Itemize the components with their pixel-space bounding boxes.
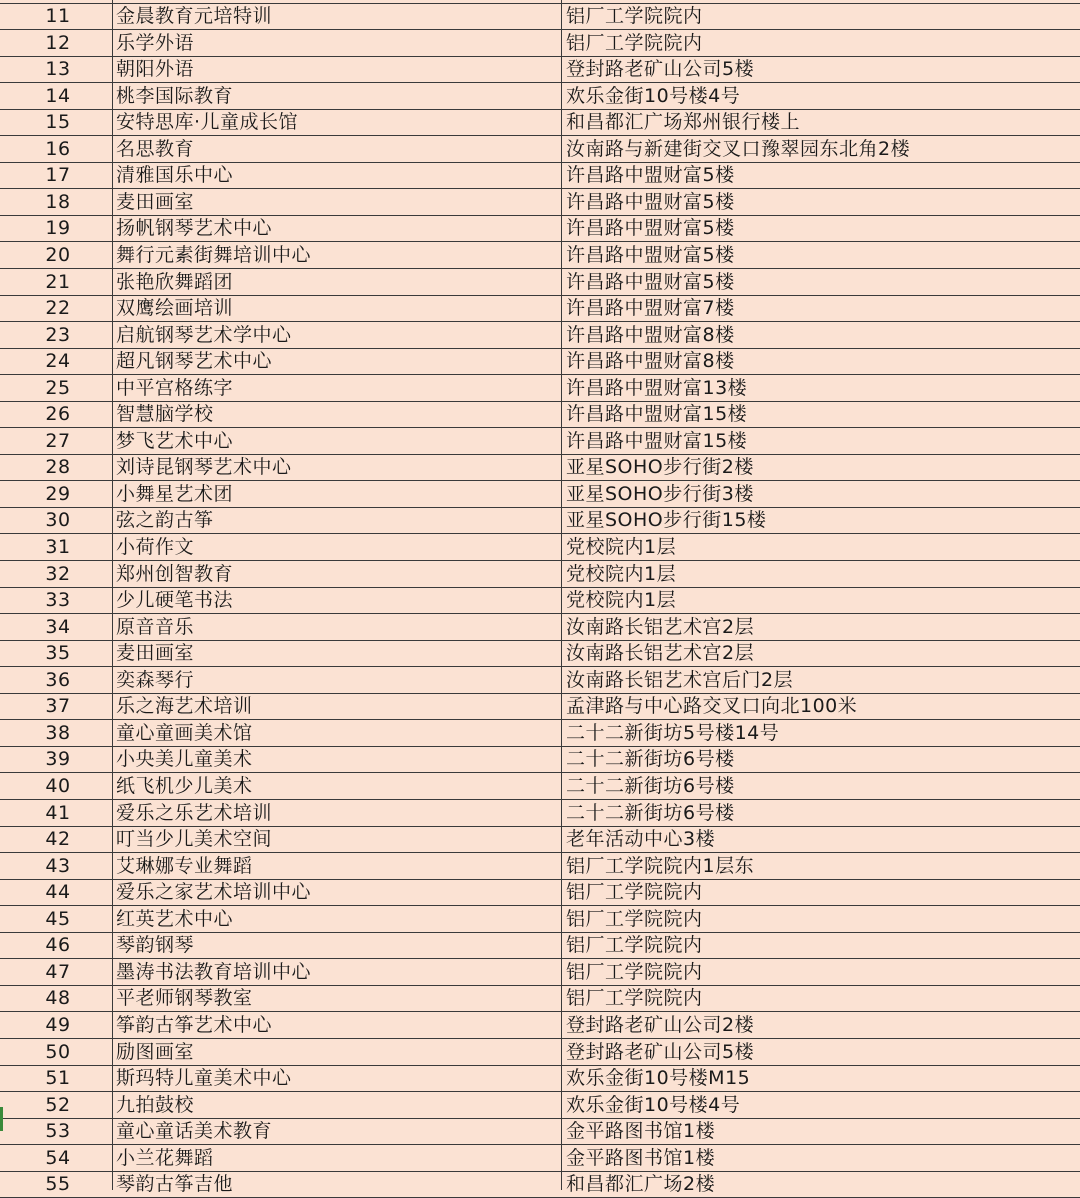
table-row — [0, 402, 1080, 428]
institution-name-cell[interactable]: 斯玛特儿童美术中心 — [116, 1067, 292, 1089]
row-number-cell[interactable]: 55 — [45, 1173, 71, 1196]
institution-name-cell[interactable]: 琴韵钢琴 — [116, 934, 195, 957]
institution-name-cell[interactable]: 小央美儿童美术 — [116, 748, 253, 771]
address-cell[interactable]: 铝厂工学院院内 — [566, 987, 703, 1010]
table-row — [0, 323, 1080, 349]
table-row — [0, 1013, 1080, 1039]
table-row — [0, 429, 1080, 455]
institution-name-cell[interactable]: 启航钢琴艺术学中心 — [116, 323, 292, 346]
row-number-cell[interactable]: 13 — [45, 58, 71, 81]
table-row — [0, 535, 1080, 561]
institution-name-cell[interactable]: 小荷作文 — [116, 536, 195, 558]
institution-name-cell[interactable]: 平老师钢琴教室 — [116, 987, 253, 1010]
table-row — [0, 986, 1080, 1012]
address-cell[interactable]: 孟津路与中心路交叉口向北100米 — [566, 695, 858, 718]
table-row — [0, 801, 1080, 827]
row-number-cell[interactable]: 43 — [45, 854, 71, 877]
address-cell[interactable]: 许昌路中盟财富8楼 — [566, 323, 735, 346]
row-number-cell[interactable]: 39 — [45, 748, 71, 771]
row-number-cell[interactable]: 54 — [45, 1146, 71, 1169]
row-number-cell[interactable]: 31 — [45, 536, 71, 558]
address-cell[interactable]: 亚星SOHO步行街3楼 — [566, 482, 754, 505]
row-number-cell[interactable]: 49 — [45, 1013, 71, 1036]
selected-row-marker — [0, 1107, 3, 1131]
institution-name-cell[interactable]: 张艳欣舞蹈团 — [116, 270, 234, 293]
institution-name-cell[interactable]: 双鹰绘画培训 — [116, 297, 234, 320]
column-divider-number — [112, 0, 113, 1190]
institution-name-cell[interactable]: 九拍鼓校 — [116, 1093, 195, 1116]
table-row — [0, 349, 1080, 375]
row-number-cell[interactable]: 45 — [45, 907, 71, 930]
institution-name-cell[interactable]: 纸飞机少儿美术 — [116, 775, 253, 797]
row-number-cell[interactable]: 48 — [45, 987, 71, 1010]
table-row — [0, 774, 1080, 800]
table-row — [0, 588, 1080, 614]
address-cell[interactable]: 登封路老矿山公司5楼 — [566, 1040, 755, 1063]
address-cell[interactable]: 铝厂工学院院内 — [566, 881, 703, 904]
address-cell[interactable]: 铝厂工学院院内 — [566, 934, 703, 957]
table-row — [0, 1066, 1080, 1092]
address-cell[interactable]: 铝厂工学院院内1层东 — [566, 854, 755, 877]
institution-name-cell[interactable]: 安特思库·儿童成长馆 — [116, 111, 299, 134]
table-row — [0, 747, 1080, 773]
institution-name-cell[interactable]: 朝阳外语 — [116, 58, 195, 81]
table-row — [0, 31, 1080, 57]
address-cell[interactable]: 汝南路长铝艺术宫2层 — [566, 615, 755, 638]
address-cell[interactable]: 许昌路中盟财富5楼 — [566, 217, 735, 240]
row-number-cell[interactable]: 50 — [45, 1040, 71, 1063]
institution-name-cell[interactable]: 超凡钢琴艺术中心 — [116, 350, 273, 373]
institution-name-cell[interactable]: 中平宫格练字 — [116, 376, 234, 399]
table-row — [0, 1172, 1080, 1198]
address-cell[interactable]: 党校院内1层 — [566, 589, 677, 612]
row-number-cell[interactable]: 14 — [45, 84, 71, 107]
row-number-cell[interactable]: 36 — [45, 668, 71, 691]
row-number-cell[interactable]: 32 — [45, 562, 71, 585]
table-row — [0, 854, 1080, 880]
table-row — [0, 270, 1080, 296]
row-number-cell[interactable]: 46 — [45, 934, 71, 957]
row-number-cell[interactable]: 23 — [45, 323, 71, 346]
institution-name-cell[interactable]: 爱乐之家艺术培训中心 — [116, 881, 312, 904]
institution-name-cell[interactable]: 琴韵古筝吉他 — [116, 1173, 234, 1196]
table-row — [0, 1093, 1080, 1119]
institution-name-cell[interactable]: 奕森琴行 — [116, 668, 195, 691]
table-row — [0, 933, 1080, 959]
row-number-cell[interactable]: 38 — [45, 721, 71, 744]
address-cell[interactable]: 汝南路与新建街交叉口豫翠园东北角2楼 — [566, 137, 911, 160]
table-row — [0, 4, 1080, 30]
table-row — [0, 190, 1080, 216]
institution-name-cell[interactable]: 墨涛书法教育培训中心 — [116, 960, 312, 983]
address-cell[interactable]: 许昌路中盟财富8楼 — [566, 350, 735, 373]
address-cell[interactable]: 许昌路中盟财富5楼 — [566, 190, 735, 213]
address-cell[interactable]: 登封路老矿山公司2楼 — [566, 1013, 755, 1036]
table-row — [0, 694, 1080, 720]
address-cell[interactable]: 许昌路中盟财富5楼 — [566, 164, 735, 187]
table-row — [0, 1146, 1080, 1172]
address-cell[interactable]: 汝南路长铝艺术宫2层 — [566, 642, 755, 665]
address-cell[interactable]: 党校院内1层 — [566, 536, 677, 558]
table-row — [0, 880, 1080, 906]
row-number-cell[interactable]: 17 — [45, 164, 71, 187]
table-row — [0, 827, 1080, 853]
address-cell[interactable]: 许昌路中盟财富15楼 — [566, 403, 748, 426]
table-row — [0, 960, 1080, 986]
table-row — [0, 296, 1080, 322]
institution-name-cell[interactable]: 清雅国乐中心 — [116, 164, 234, 187]
institution-name-cell[interactable]: 童心童话美术教育 — [116, 1120, 273, 1143]
address-cell[interactable]: 党校院内1层 — [566, 562, 677, 585]
address-cell[interactable]: 许昌路中盟财富5楼 — [566, 270, 735, 293]
address-cell[interactable]: 铝厂工学院院内 — [566, 31, 703, 54]
row-number-cell[interactable]: 21 — [45, 270, 71, 293]
institution-name-cell[interactable]: 叮当少儿美术空间 — [116, 828, 273, 851]
row-number-cell[interactable]: 35 — [45, 642, 71, 665]
table-row — [0, 615, 1080, 641]
address-cell[interactable]: 金平路图书馆1楼 — [566, 1146, 716, 1169]
row-number-cell[interactable]: 28 — [45, 456, 71, 479]
table-row — [0, 137, 1080, 163]
address-cell[interactable]: 许昌路中盟财富7楼 — [566, 297, 735, 320]
table-row — [0, 562, 1080, 588]
institution-name-cell[interactable]: 梦飞艺术中心 — [116, 429, 234, 452]
row-number-cell[interactable]: 33 — [45, 589, 71, 612]
table-row — [0, 243, 1080, 269]
table-row — [0, 1040, 1080, 1066]
address-cell[interactable]: 铝厂工学院院内 — [566, 960, 703, 983]
table-row — [0, 482, 1080, 508]
table-row — [0, 721, 1080, 747]
institution-name-cell[interactable]: 少儿硬笔书法 — [116, 589, 234, 612]
institution-name-cell[interactable]: 小兰花舞蹈 — [116, 1146, 214, 1169]
institution-name-cell[interactable]: 郑州创智教育 — [116, 562, 234, 585]
table-row — [0, 376, 1080, 402]
institution-name-cell[interactable]: 乐学外语 — [116, 31, 195, 54]
row-number-cell[interactable]: 26 — [45, 403, 71, 426]
address-cell[interactable]: 亚星SOHO步行街2楼 — [566, 456, 754, 479]
row-number-cell[interactable]: 20 — [45, 244, 71, 266]
row-number-cell[interactable]: 42 — [45, 828, 71, 851]
institution-name-cell[interactable]: 红英艺术中心 — [116, 907, 234, 930]
address-cell[interactable]: 许昌路中盟财富15楼 — [566, 429, 748, 452]
row-number-cell[interactable]: 25 — [45, 376, 71, 399]
table-row — [0, 216, 1080, 242]
institution-name-cell[interactable]: 筝韵古筝艺术中心 — [116, 1013, 273, 1036]
institution-name-cell[interactable]: 弦之韵古筝 — [116, 509, 214, 532]
row-number-cell[interactable]: 44 — [45, 881, 71, 904]
table-row — [0, 110, 1080, 136]
row-number-cell[interactable]: 16 — [45, 137, 71, 160]
address-cell[interactable]: 二十二新街坊6号楼 — [566, 775, 735, 797]
table-row — [0, 508, 1080, 534]
row-number-cell[interactable]: 29 — [45, 482, 71, 505]
institution-name-cell[interactable]: 童心童画美术馆 — [116, 721, 253, 744]
row-number-cell[interactable]: 30 — [45, 509, 71, 532]
institution-name-cell[interactable]: 舞行元素街舞培训中心 — [116, 244, 312, 266]
row-number-cell[interactable]: 51 — [45, 1067, 71, 1089]
row-number-cell[interactable]: 40 — [45, 775, 71, 797]
address-cell[interactable]: 金平路图书馆1楼 — [566, 1120, 716, 1143]
address-cell[interactable]: 欢乐金街10号楼4号 — [566, 84, 741, 107]
row-number-cell[interactable]: 11 — [45, 5, 71, 27]
institution-name-cell[interactable]: 麦田画室 — [116, 642, 195, 665]
institution-name-cell[interactable]: 刘诗昆钢琴艺术中心 — [116, 456, 292, 479]
institution-name-cell[interactable]: 爱乐之乐艺术培训 — [116, 801, 273, 824]
address-cell[interactable]: 铝厂工学院院内 — [566, 5, 703, 27]
institution-name-cell[interactable]: 原音音乐 — [116, 615, 195, 638]
address-cell[interactable]: 欢乐金街10号楼4号 — [566, 1093, 741, 1116]
address-cell[interactable]: 铝厂工学院院内 — [566, 907, 703, 930]
institution-name-cell[interactable]: 艾琳娜专业舞蹈 — [116, 854, 253, 877]
institution-name-cell[interactable]: 小舞星艺术团 — [116, 482, 234, 505]
row-number-cell[interactable]: 37 — [45, 695, 71, 718]
address-cell[interactable]: 和昌都汇广场郑州银行楼上 — [566, 111, 801, 134]
address-cell[interactable]: 老年活动中心3楼 — [566, 828, 716, 851]
address-cell[interactable]: 和昌都汇广场2楼 — [566, 1173, 716, 1196]
row-number-cell[interactable]: 12 — [45, 31, 71, 54]
institution-name-cell[interactable]: 励图画室 — [116, 1040, 195, 1063]
institution-name-cell[interactable]: 桃李国际教育 — [116, 84, 234, 107]
institution-name-cell[interactable]: 金晨教育元培特训 — [116, 5, 273, 27]
institution-name-cell[interactable]: 麦田画室 — [116, 190, 195, 213]
row-number-cell[interactable]: 53 — [45, 1120, 71, 1143]
table-row — [0, 668, 1080, 694]
address-cell[interactable]: 登封路老矿山公司5楼 — [566, 58, 755, 81]
column-divider-name — [561, 0, 562, 1190]
row-number-cell[interactable]: 27 — [45, 429, 71, 452]
table-row — [0, 455, 1080, 481]
row-number-cell[interactable]: 24 — [45, 350, 71, 373]
address-cell[interactable]: 许昌路中盟财富13楼 — [566, 376, 748, 399]
table-row — [0, 1119, 1080, 1145]
table-row — [0, 641, 1080, 667]
table-row — [0, 163, 1080, 189]
address-cell[interactable]: 二十二新街坊6号楼 — [566, 748, 735, 771]
row-number-cell[interactable]: 47 — [45, 960, 71, 983]
address-cell[interactable]: 汝南路长铝艺术宫后门2层 — [566, 668, 794, 691]
table-row — [0, 57, 1080, 83]
table-row — [0, 84, 1080, 110]
address-cell[interactable]: 亚星SOHO步行街15楼 — [566, 509, 767, 532]
row-number-cell[interactable]: 19 — [45, 217, 71, 240]
address-cell[interactable]: 二十二新街坊5号楼14号 — [566, 721, 780, 744]
institution-name-cell[interactable]: 名思教育 — [116, 137, 195, 160]
row-number-cell[interactable]: 18 — [45, 190, 71, 213]
table-row — [0, 907, 1080, 933]
row-number-cell[interactable]: 52 — [45, 1093, 71, 1116]
institution-name-cell[interactable]: 扬帆钢琴艺术中心 — [116, 217, 273, 240]
institution-name-cell[interactable]: 乐之海艺术培训 — [116, 695, 253, 718]
institution-name-cell[interactable]: 智慧脑学校 — [116, 403, 214, 426]
address-cell[interactable]: 欢乐金街10号楼M15 — [566, 1067, 751, 1089]
row-number-cell[interactable]: 41 — [45, 801, 71, 824]
row-number-cell[interactable]: 22 — [45, 297, 71, 320]
address-cell[interactable]: 许昌路中盟财富5楼 — [566, 244, 735, 266]
address-cell[interactable]: 二十二新街坊6号楼 — [566, 801, 735, 824]
row-number-cell[interactable]: 15 — [45, 111, 71, 134]
row-number-cell[interactable]: 34 — [45, 615, 71, 638]
